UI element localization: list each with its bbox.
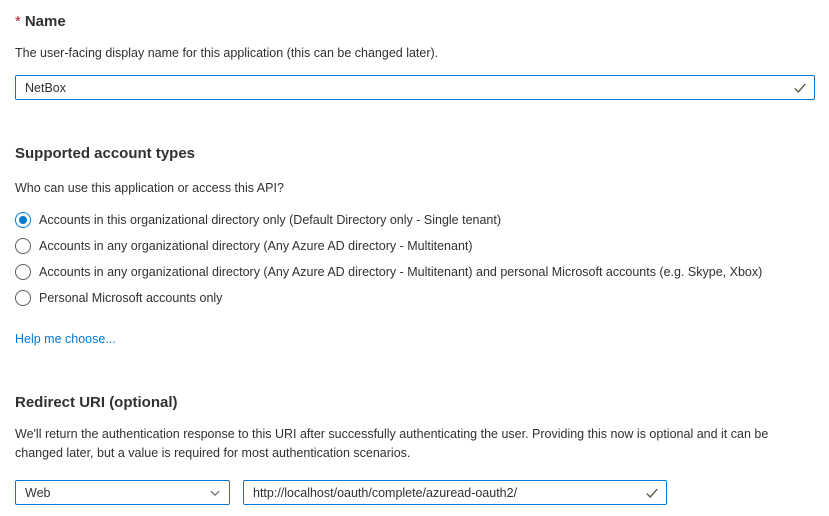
- redirect-uri-description: We'll return the authentication response to this URI after successfully authenticating the user. Providing this now is optional and it can be changed later, but a value is required for most authentication scenarios.: [15, 427, 769, 460]
- account-types-question: Who can use this application or access this API?: [15, 181, 284, 195]
- redirect-uri-title: Redirect URI (optional): [15, 394, 178, 411]
- help-me-choose-link[interactable]: Help me choose...: [15, 332, 116, 346]
- radio-multitenant-personal[interactable]: [15, 259, 815, 285]
- account-types-radio-group: [15, 207, 815, 311]
- radio-multitenant[interactable]: [15, 233, 815, 259]
- redirect-uri-row: [15, 480, 815, 505]
- radio-icon[interactable]: [15, 212, 31, 228]
- radio-label: Accounts in any organizational directory (Any Azure AD directory - Multitenant) and personal Microsoft accounts (e.g. Skype, Xbox): [39, 265, 763, 279]
- redirect-uri-input[interactable]: [243, 480, 667, 505]
- required-asterisk: *: [15, 13, 21, 30]
- radio-icon[interactable]: [15, 290, 31, 306]
- radio-label: Accounts in any organizational directory (Any Azure AD directory - Multitenant): [39, 239, 473, 253]
- uri-input-wrap: [243, 480, 667, 505]
- platform-select-wrap: [15, 480, 230, 505]
- chevron-down-icon: [209, 487, 221, 499]
- radio-label: Accounts in this organizational directory only (Default Directory only - Single tenant): [39, 213, 502, 227]
- name-label: Name: [24, 13, 66, 30]
- name-input-wrap: [15, 75, 815, 100]
- radio-personal-only[interactable]: [15, 285, 815, 311]
- platform-select[interactable]: [15, 480, 230, 505]
- radio-single-tenant[interactable]: [15, 207, 815, 233]
- name-input[interactable]: [15, 75, 815, 100]
- radio-label: Personal Microsoft accounts only: [39, 291, 223, 305]
- name-section-title: [15, 12, 815, 32]
- radio-icon[interactable]: [15, 264, 31, 280]
- radio-icon[interactable]: [15, 238, 31, 254]
- name-description: The user-facing display name for this application (this can be changed later).: [15, 46, 439, 60]
- account-types-title: Supported account types: [15, 145, 196, 162]
- platform-select-value: Web: [25, 485, 51, 500]
